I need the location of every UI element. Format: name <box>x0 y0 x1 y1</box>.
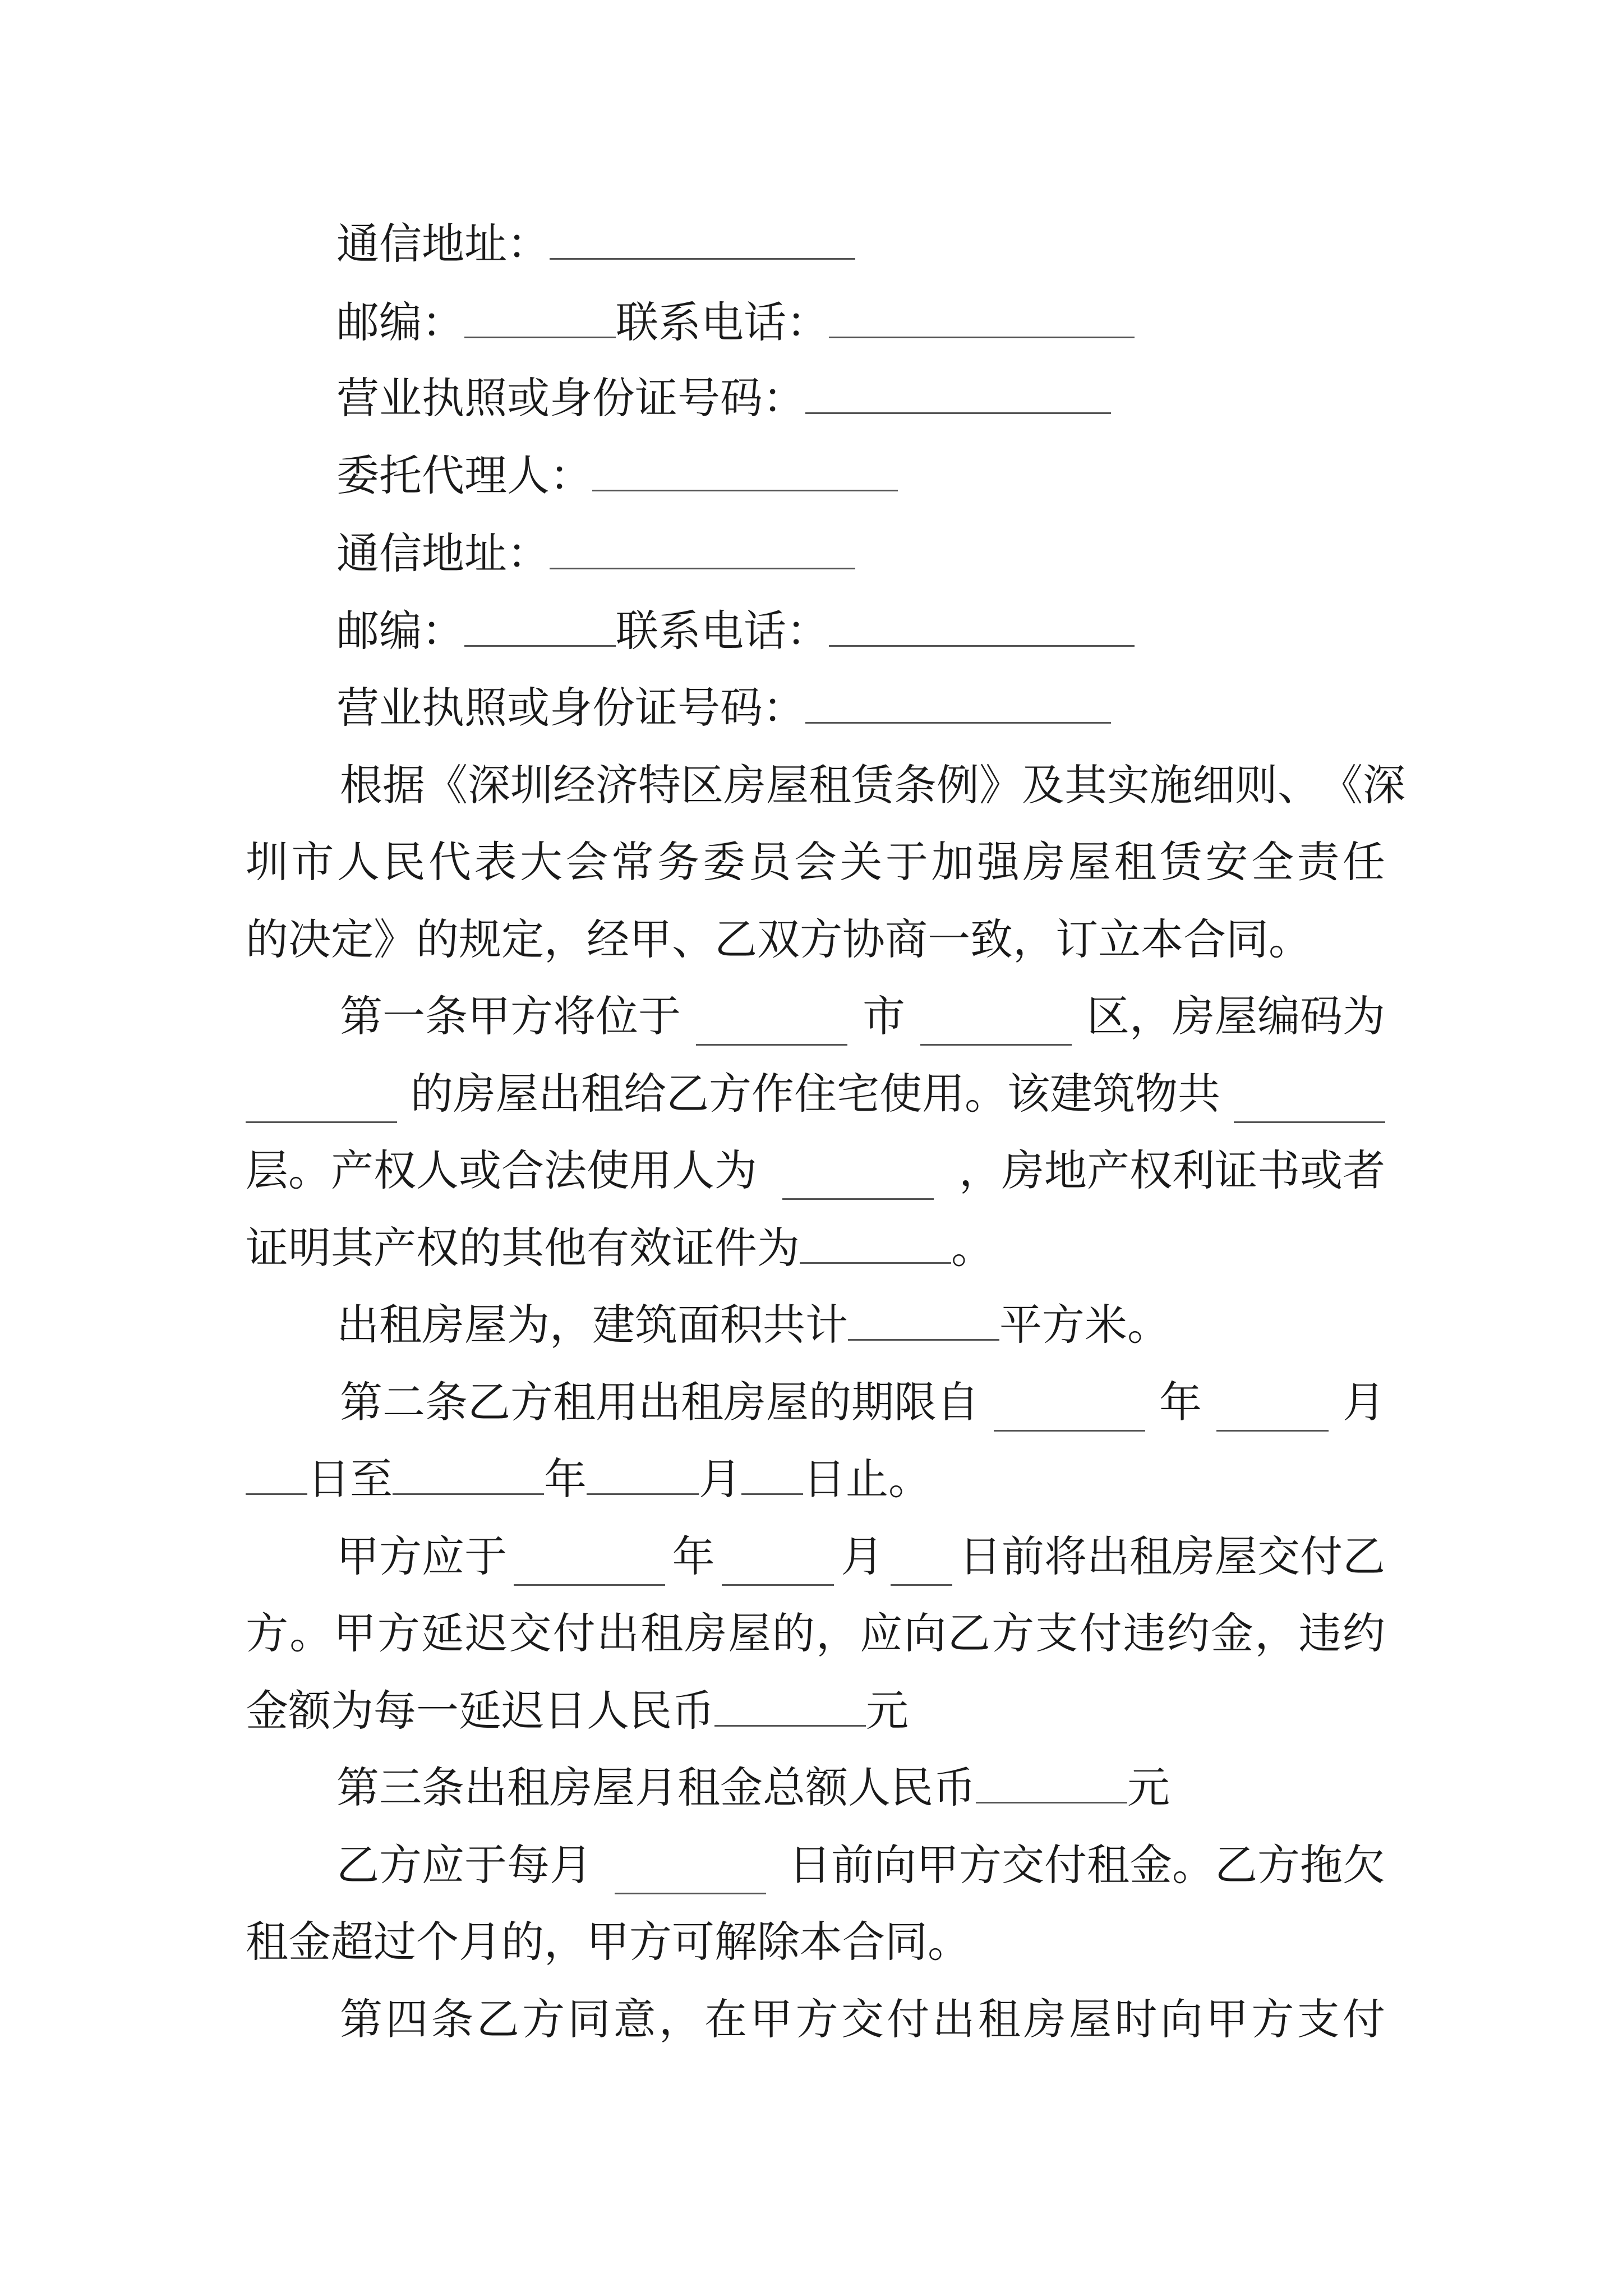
year-blank <box>393 1493 544 1495</box>
area-unit: 平方米。 <box>999 1300 1170 1350</box>
preamble-line <box>340 757 1405 813</box>
payment-line <box>336 1837 1385 1893</box>
area-text: 出租房屋为，建筑面积共计 <box>336 1300 848 1350</box>
penalty-blank <box>714 1724 866 1727</box>
article-2-text: 第二条乙方租用出租房屋的期限自 <box>340 1377 979 1427</box>
city-label: 市 <box>863 991 905 1041</box>
day-blank <box>741 1493 803 1495</box>
postcode-phone-line <box>336 603 1385 659</box>
month-blank <box>1216 1429 1329 1432</box>
payment-text: 日前向甲方交付租金。乙方拖欠 <box>789 1840 1385 1890</box>
article-1-text: ，房地产权利证书或者 <box>959 1145 1385 1195</box>
district-blank <box>920 1043 1072 1046</box>
postcode-label: 邮编： <box>336 606 464 656</box>
month-label: 月 <box>699 1454 741 1504</box>
phone-label: 联系电话： <box>616 606 829 656</box>
postcode-blank <box>464 645 616 647</box>
article-1-text: 第一条甲方将位于 <box>340 991 681 1041</box>
currency-unit: 元 <box>1127 1763 1170 1812</box>
preamble-line <box>246 912 1385 968</box>
delivery-text: 日前将出租房屋交付乙 <box>958 1531 1385 1581</box>
preamble-line <box>246 834 1385 890</box>
phone-label: 联系电话： <box>616 297 829 347</box>
month-label: 月 <box>841 1531 884 1581</box>
month-blank <box>587 1493 699 1495</box>
payment-text: 租金超过个月的，甲方可解除本合同。 <box>246 1917 970 1967</box>
postcode-blank <box>464 336 616 338</box>
license-id-label: 营业执照或身份证号码： <box>336 373 805 423</box>
license-id-line <box>336 370 1385 426</box>
article-3-text: 第三条出租房屋月租金总额人民币 <box>336 1763 976 1812</box>
article-1-text: 的房屋出租给乙方作住宅使用。该建筑物共 <box>411 1069 1220 1119</box>
postcode-label: 邮编： <box>336 297 464 347</box>
agent-blank <box>592 489 898 491</box>
delivery-line <box>246 1605 1385 1662</box>
year-blank <box>514 1584 665 1586</box>
article-4-line <box>340 1991 1385 2047</box>
day-blank <box>246 1493 307 1495</box>
postcode-phone-line <box>336 295 1385 351</box>
certificate-blank <box>800 1262 951 1264</box>
delivery-text: 方 。 甲 方 延 迟 交 付 出 租 房 屋 的 ， 应 向 乙 方 支 付 违 约 金 ， 违 约 <box>246 1608 1385 1658</box>
article-1-line <box>340 988 1385 1045</box>
article-1-text: 层。产权人或合法使用人为 <box>246 1145 757 1195</box>
phone-blank <box>829 645 1135 647</box>
month-label: 月 <box>1343 1377 1385 1427</box>
currency-unit: 元 <box>866 1686 909 1736</box>
address-blank <box>550 257 855 260</box>
article-1-text: 证明其产权的其他有效证件为 <box>246 1223 800 1273</box>
delivery-text: 金额为每一延迟日人民币 <box>246 1686 714 1736</box>
article-4-text: 第 四 条 乙 方 同 意 ， 在 甲 方 交 付 出 租 房 屋 时 向 甲 方 支 付 <box>340 1994 1385 2044</box>
year-blank <box>994 1429 1145 1432</box>
owner-blank <box>782 1198 934 1200</box>
article-3-line <box>336 1760 1385 1816</box>
article-2-line <box>246 1451 1385 1507</box>
address-line <box>336 526 1385 582</box>
license-id-label: 营业执照或身份证号码： <box>336 683 805 733</box>
delivery-line <box>246 1683 1385 1739</box>
license-id-blank <box>805 721 1111 724</box>
day-blank <box>891 1584 952 1586</box>
article-2-text: 日至 <box>307 1454 393 1504</box>
preamble-text: 的决定》的规定，经甲、乙双方协商一致，订立本合同。 <box>246 914 1311 964</box>
article-1-line <box>246 1220 1385 1276</box>
payment-line <box>246 1914 1385 1970</box>
year-label: 年 <box>544 1454 587 1504</box>
address-line <box>336 216 1385 272</box>
agent-label: 委托代理人： <box>336 450 592 500</box>
article-1-text: 。 <box>951 1223 994 1273</box>
delivery-line <box>336 1529 1385 1585</box>
preamble-text: 根 据 《 深 圳 经 济 特 区 房 屋 租 赁 条 例 》 及 其 实 施 细 则 、 《 深 <box>340 760 1405 810</box>
month-blank <box>722 1584 834 1586</box>
floors-blank <box>1234 1121 1385 1123</box>
article-1-line <box>246 1066 1385 1122</box>
license-id-line <box>336 680 1385 736</box>
district-label: 区，房屋编码为 <box>1087 991 1385 1041</box>
year-label: 年 <box>1159 1377 1202 1427</box>
phone-blank <box>829 336 1135 338</box>
delivery-text: 甲方应于 <box>336 1531 507 1581</box>
article-2-line <box>340 1374 1385 1430</box>
article-2-text: 日止。 <box>803 1454 931 1504</box>
agent-line <box>336 448 1385 504</box>
preamble-text: 圳 市 人 民 代 表 大 会 常 务 委 员 会 关 于 加 强 房 屋 租 赁 安 全 责 任 <box>246 837 1385 887</box>
area-blank <box>848 1338 999 1341</box>
address-blank <box>550 567 855 569</box>
rent-blank <box>976 1801 1127 1803</box>
article-1-line <box>246 1143 1385 1199</box>
license-id-blank <box>805 412 1111 414</box>
city-blank <box>696 1043 847 1046</box>
payment-text: 乙方应于每月 <box>336 1840 592 1890</box>
address-label: 通信地址： <box>336 219 550 269</box>
address-label: 通信地址： <box>336 528 550 578</box>
pay-day-blank <box>615 1892 766 1894</box>
area-line <box>336 1297 1385 1353</box>
house-code-blank <box>246 1121 397 1123</box>
year-label: 年 <box>672 1531 715 1581</box>
